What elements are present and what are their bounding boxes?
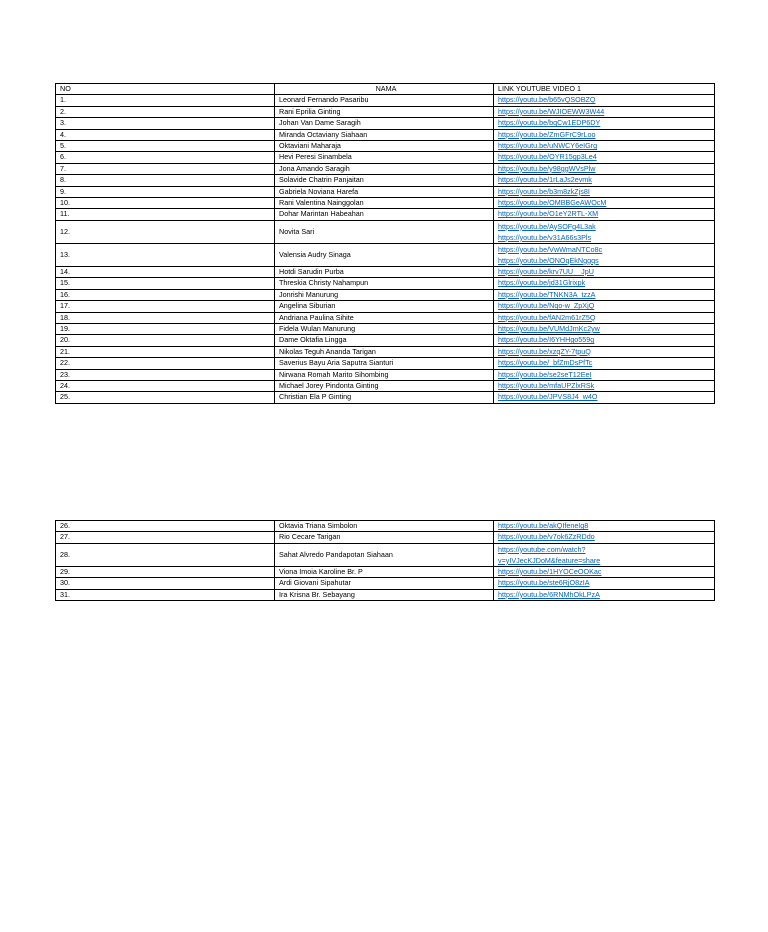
student-name: Angelina Siburian [275, 301, 494, 312]
youtube-link[interactable]: https://youtu.be/I6YHHgo559g [498, 335, 595, 345]
row-number: 20. [56, 335, 275, 346]
student-name: Johan Van Dame Saragih [275, 118, 494, 129]
youtube-link[interactable]: https://youtube.com/watch? [498, 544, 586, 554]
youtube-link[interactable]: https://youtu.be/fAN2m61rZ5Q [498, 312, 596, 322]
video-link-cell [494, 521, 715, 532]
video-link-cell [494, 220, 715, 243]
table-row [56, 266, 715, 277]
student-name: Rani Eprilia Ginting [275, 106, 494, 117]
video-link-cell [494, 312, 715, 323]
youtube-link[interactable]: v=yIVJecKJDoM&feature=share [498, 555, 601, 565]
student-name: Sahat Alvredo Pandapotan Siahaan [275, 543, 494, 566]
table-row [56, 152, 715, 163]
youtube-link[interactable]: https://youtu.be/mfaUPZlxRSk [498, 380, 595, 390]
youtube-link[interactable]: https://youtu.be/_bfZmDsPfTc [498, 358, 593, 368]
youtube-link[interactable]: https://youtu.be/krv7UU__JpU [498, 266, 594, 276]
youtube-link[interactable]: https://youtu.be/TNKN3A_tzzA [498, 289, 596, 299]
youtube-link[interactable]: https://youtu.be/v31A66s3Pls [498, 232, 592, 242]
row-number: 6. [56, 152, 275, 163]
video-link-cell [494, 346, 715, 357]
video-link-cell [494, 129, 715, 140]
youtube-link[interactable]: https://youtu.be/ZmGFrC9rLoo [498, 129, 596, 139]
student-name: Michael Jorey Pindonta Ginting [275, 380, 494, 391]
header-row [56, 84, 715, 95]
youtube-link[interactable]: https://youtu.be/ste6RjO8zIA [498, 578, 590, 588]
video-link-cell [494, 301, 715, 312]
youtube-link[interactable]: https://youtu.be/akQIfeneIg8 [498, 521, 589, 530]
table-row [56, 392, 715, 403]
video-link-cell [494, 323, 715, 334]
table-row [56, 278, 715, 289]
row-number: 27. [56, 532, 275, 543]
table-row [56, 175, 715, 186]
row-number: 31. [56, 589, 275, 600]
row-number: 9. [56, 186, 275, 197]
table-row [56, 532, 715, 543]
header-link: LINK YOUTUBE VIDEO 1 [494, 84, 715, 95]
table-row [56, 141, 715, 152]
student-name: Leonard Fernando Pasaribu [275, 95, 494, 106]
video-link-cell [494, 543, 715, 566]
row-number: 23. [56, 369, 275, 380]
table-row [56, 95, 715, 106]
video-link-cell [494, 589, 715, 600]
student-name: Valensia Audry Sinaga [275, 243, 494, 266]
row-number: 10. [56, 198, 275, 209]
table-row [56, 578, 715, 589]
table-row [56, 106, 715, 117]
student-name: Jona Amando Saragih [275, 163, 494, 174]
student-name: Nirwana Romah Marito Sihombing [275, 369, 494, 380]
youtube-link[interactable]: https://youtu.be/y98ggWVsPlw [498, 163, 596, 173]
youtube-link[interactable]: https://youtu.be/b65vQSOBZQ [498, 95, 596, 105]
row-number: 19. [56, 323, 275, 334]
row-number: 5. [56, 141, 275, 152]
table-row [56, 198, 715, 209]
table-row [56, 163, 715, 174]
table-row [56, 301, 715, 312]
row-number: 4. [56, 129, 275, 140]
row-number: 26. [56, 521, 275, 532]
row-number: 30. [56, 578, 275, 589]
student-table-2 [55, 520, 715, 601]
student-name: Gabriela Noviana Harefa [275, 186, 494, 197]
row-number: 24. [56, 380, 275, 391]
student-name: Miranda Octaviany Siahaan [275, 129, 494, 140]
header-no: NO [56, 84, 275, 95]
video-link-cell [494, 243, 715, 266]
table-row [56, 369, 715, 380]
video-link-cell [494, 152, 715, 163]
row-number: 11. [56, 209, 275, 220]
table-row [56, 358, 715, 369]
video-link-cell [494, 335, 715, 346]
row-number: 2. [56, 106, 275, 117]
header-nama: NAMA [275, 84, 494, 95]
student-name: Saverius Bayu Aria Saputra Sianturi [275, 358, 494, 369]
video-link-cell [494, 118, 715, 129]
row-number: 21. [56, 346, 275, 357]
youtube-link[interactable]: https://youtu.be/OMBBGeAWOcM [498, 198, 607, 208]
student-name: Hotdi Sarudin Purba [275, 266, 494, 277]
youtube-link[interactable]: https://youtu.be/ONOqEkNggqs [498, 255, 599, 265]
video-link-cell [494, 266, 715, 277]
student-name: Dame Oktafia Lingga [275, 335, 494, 346]
student-name: Rio Cecare Tarigan [275, 532, 494, 543]
student-name: Dohar Marintan Habeahan [275, 209, 494, 220]
youtube-link[interactable]: https://youtu.be/bqCw1EDP6DY [498, 118, 601, 128]
row-number: 28. [56, 543, 275, 566]
row-number: 3. [56, 118, 275, 129]
video-link-cell [494, 289, 715, 300]
student-name: Ira Krisna Br. Sebayang [275, 589, 494, 600]
table-row [56, 209, 715, 220]
youtube-link[interactable]: https://youtu.be/OYR15gp3Le4 [498, 152, 597, 162]
table-row [56, 312, 715, 323]
video-link-cell [494, 358, 715, 369]
video-link-cell [494, 392, 715, 403]
youtube-link[interactable]: https://youtu.be/VUMdJmKc2yw [498, 323, 600, 333]
table-row [56, 346, 715, 357]
student-name: Rani Valentina Nainggolan [275, 198, 494, 209]
video-link-cell [494, 106, 715, 117]
row-number: 15. [56, 278, 275, 289]
row-number: 1. [56, 95, 275, 106]
youtube-link[interactable]: https://youtu.be/1rLaJs2evmk [498, 175, 592, 185]
video-link-cell [494, 198, 715, 209]
row-number: 16. [56, 289, 275, 300]
table-row [56, 289, 715, 300]
youtube-link[interactable]: https://youtu.be/JPVS8J4_w4O [498, 392, 598, 402]
video-link-cell [494, 566, 715, 577]
table-row [56, 323, 715, 334]
student-name: Nikolas Teguh Ananda Tarigan [275, 346, 494, 357]
student-name: Andriana Paulina Sihite [275, 312, 494, 323]
student-table-1-body [56, 84, 715, 404]
student-name: Fidela Wulan Manurung [275, 323, 494, 334]
youtube-link[interactable]: https://youtu.be/Nqo-w_ZpXjQ [498, 301, 595, 311]
row-number: 17. [56, 301, 275, 312]
video-link-cell [494, 163, 715, 174]
youtube-link[interactable]: https://youtu.be/1HYOCeOOKac [498, 566, 602, 576]
student-table-1 [55, 83, 715, 404]
row-number: 13. [56, 243, 275, 266]
video-link-cell [494, 369, 715, 380]
youtube-link[interactable]: https://youtu.be/AySOFg4L3ak [498, 221, 596, 231]
table-row [56, 380, 715, 391]
row-number: 29. [56, 566, 275, 577]
row-number: 12. [56, 220, 275, 243]
video-link-cell [494, 141, 715, 152]
student-name: Novita Sari [275, 220, 494, 243]
youtube-link[interactable]: https://youtu.be/jd31Glrixpk [498, 278, 586, 288]
student-name: Viona Imoia Karoline Br. P [275, 566, 494, 577]
student-table-2-body [56, 521, 715, 601]
table-row [56, 335, 715, 346]
video-link-cell [494, 175, 715, 186]
table-row [56, 118, 715, 129]
video-link-cell [494, 186, 715, 197]
table-row [56, 566, 715, 577]
student-name: Jonrishi Manurung [275, 289, 494, 300]
row-number: 18. [56, 312, 275, 323]
row-number: 22. [56, 358, 275, 369]
youtube-link[interactable]: https://youtu.be/WJIOEWW3W44 [498, 106, 605, 116]
table-row [56, 521, 715, 532]
video-link-cell [494, 380, 715, 391]
table-row [56, 186, 715, 197]
table-row [56, 129, 715, 140]
student-name: Christian Ela P Ginting [275, 392, 494, 403]
student-name: Hevi Peresi Sinambela [275, 152, 494, 163]
student-name: Oktaviani Maharaja [275, 141, 494, 152]
table-row [56, 543, 715, 566]
video-link-cell [494, 532, 715, 543]
table-row [56, 589, 715, 600]
row-number: 25. [56, 392, 275, 403]
student-name: Oktavia Triana Simbolon [275, 521, 494, 532]
table-row [56, 220, 715, 243]
row-number: 14. [56, 266, 275, 277]
student-name: Solavide Chatrin Panjaitan [275, 175, 494, 186]
video-link-cell [494, 209, 715, 220]
row-number: 8. [56, 175, 275, 186]
youtube-link[interactable]: https://youtu.be/v7ok6ZzRDdo [498, 532, 595, 542]
video-link-cell [494, 95, 715, 106]
video-link-cell [494, 278, 715, 289]
student-name: Ardi Giovani Sipahutar [275, 578, 494, 589]
row-number: 7. [56, 163, 275, 174]
video-link-cell [494, 578, 715, 589]
youtube-link[interactable]: https://youtu.be/VwWmaNTCo8c [498, 244, 603, 254]
table-row [56, 243, 715, 266]
youtube-link[interactable]: https://youtu.be/se2seT12EeI [498, 369, 592, 379]
youtube-link[interactable]: https://youtu.be/xzqZY-7tpuQ [498, 346, 591, 356]
youtube-link[interactable]: https://youtu.be/6RNMhOkLPzA [498, 589, 600, 599]
youtube-link[interactable]: https://youtu.be/uNWCY6eIGrg [498, 141, 598, 151]
youtube-link[interactable]: https://youtu.be/b3m8zkZjs8I [498, 186, 590, 196]
youtube-link[interactable]: https://youtu.be/O1eY2RTL-XM [498, 209, 599, 219]
student-name: Threskia Christy Nahampun [275, 278, 494, 289]
